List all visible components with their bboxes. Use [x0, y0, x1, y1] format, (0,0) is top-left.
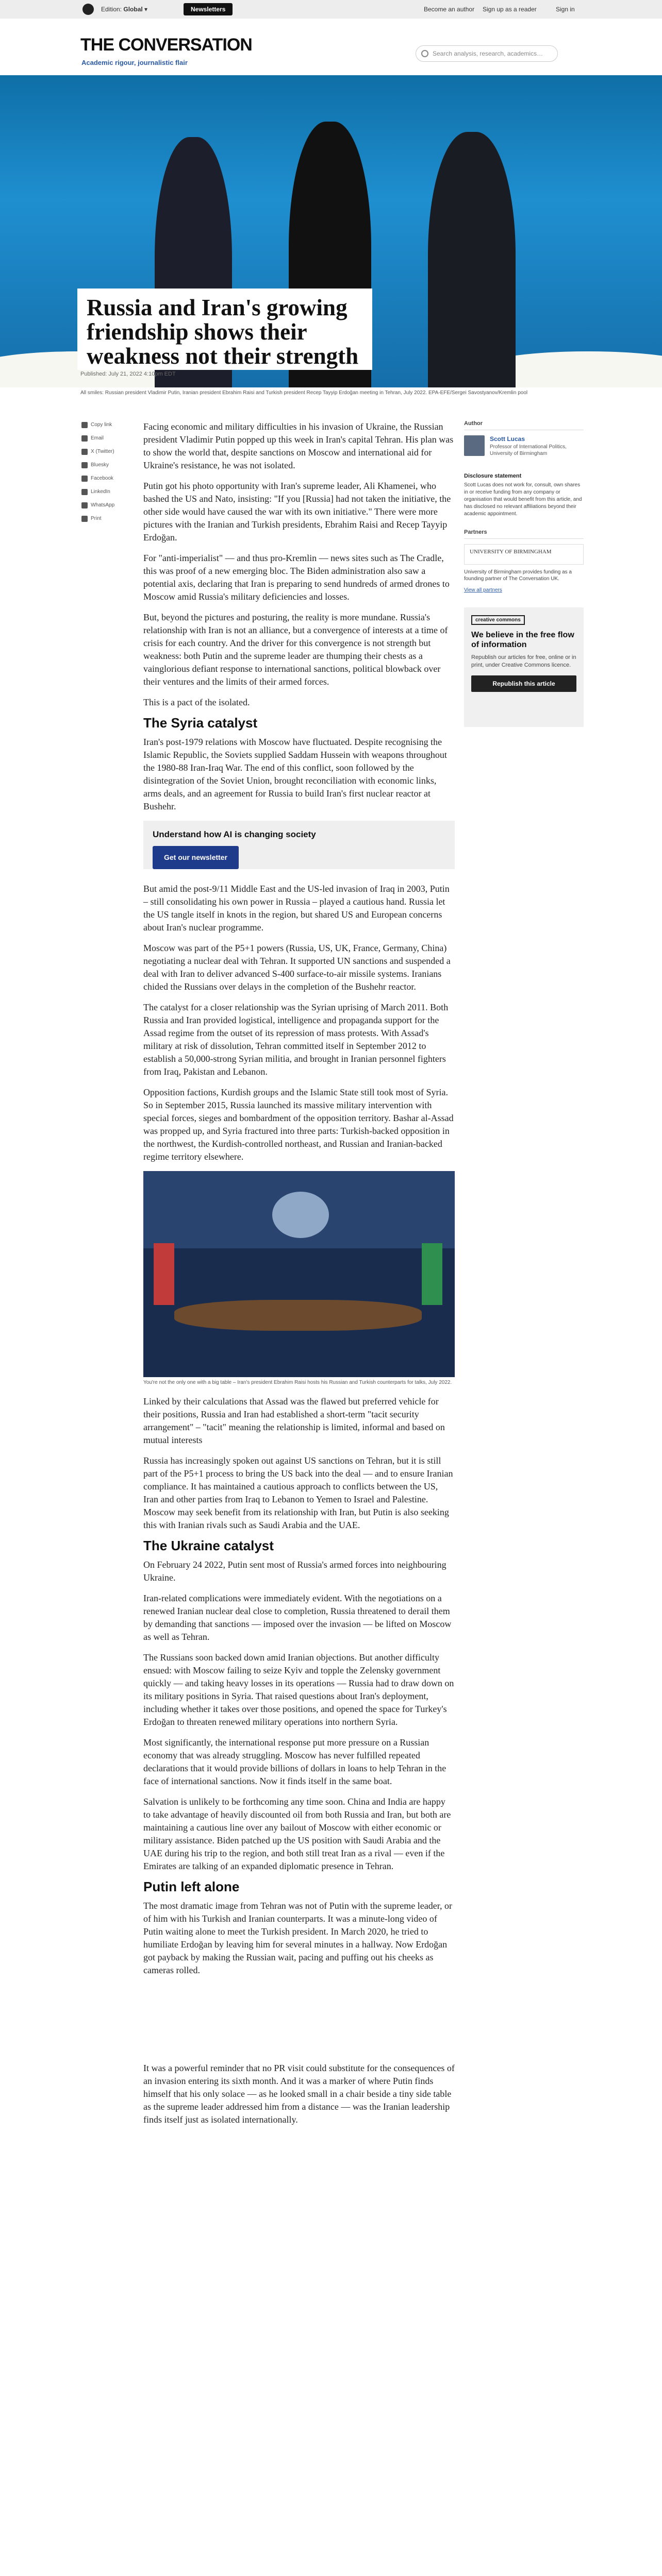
flag-shape	[154, 1243, 174, 1305]
share-bluesky[interactable]: Bluesky	[80, 461, 137, 474]
sign-in-link[interactable]: Sign in	[556, 6, 575, 13]
paragraph: Russia has increasingly spoken out against US sanctions on Tehran, but it is still part of the P5+1 process to bring the US back into the deal — and to ensure Iranian compliance. It has maintained a cautious approach to conflicts between the US, Iran and other parties from Iraq to Lebanon to Yemen to Israel and Palestine. Moscow may seek benefit from its relationship with Iran, but Putin is also seeking this with Iranian rivals such as Saudi Arabia and the UAE.	[143, 1455, 453, 1530]
embedded-video-space	[143, 1985, 455, 2062]
disclosure-title: Disclosure statement	[464, 473, 522, 479]
sidebar	[464, 420, 584, 727]
edition-label: Edition:	[101, 6, 122, 13]
section-heading: The Ukraine catalyst	[143, 1538, 274, 1553]
promo-title: Understand how AI is changing society	[153, 829, 316, 839]
hero-caption: All smiles: Russian president Vladimir Putin, Iranian president Ebrahim Raisi and Turkish president Recep Tayyip Erdoğan meeting in Tehran, July 2022. EPA-EFE/Sergei Savostyanov/Kremlin pool	[80, 390, 528, 396]
author-name[interactable]: Scott Lucas	[490, 435, 525, 443]
paragraph: But, beyond the pictures and posturing, the reality is more mundane. Russia's relationship with Iran is not an alliance, but a convergence of interests at a time of crisis for each country. And the driver for this convergence is not strength but weakness: both Putin and the supreme leader are thumping their chests as a vainglorious defiant response to international sanctions, political blowback over their ventures and the limits of their armed forces.	[143, 612, 448, 687]
share-email[interactable]: Email	[80, 434, 137, 447]
masthead	[0, 19, 662, 75]
site-tagline: Academic rigour, journalistic flair	[81, 59, 188, 66]
paragraph: Putin got his photo opportunity with Iran's supreme leader, Ali Khamenei, who bashed the US and Nato, insisting: "If you [Russia] had not taken the initiative, the other side would have caused the war with its own initiative." There were more pictures with the Iranian and Turkish presidents, Ebrahim Raisi and Recep Tayyip Erdoğan.	[143, 481, 451, 543]
image-caption: You're not the only one with a big table – Iran's president Ebrahim Raisi hosts his Russian and Turkish counterparts for talks, July 2022.	[143, 1380, 452, 1385]
paragraph: On February 24 2022, Putin sent most of Russia's armed forces into neighbouring Ukraine.	[143, 1560, 446, 1583]
article-title: Russia and Iran's growing friendship shows their weakness not their strength	[87, 295, 359, 369]
author-label: Author	[464, 420, 584, 430]
disclosure	[464, 472, 584, 518]
paragraph: The most dramatic image from Tehran was not of Putin with the supreme leader, or of him with his Turkish and Iranian counterparts. It was a minute-long video of Putin waiting alone to meet the Turkish president. In March 2020, he tried to humiliate Erdoğan by leaving him for several minutes in a hallway. Now Erdoğan got payback by making the Russian wait, pacing and puffing out his cheeks as cameras rolled.	[143, 1901, 453, 1975]
paragraph: Most significantly, the international response put more pressure on a Russian economy that was already struggling. Moscow has never fulfilled repeated declarations that it would provide billions of dollars in loans to help Tehran in the face of international sanctions. Now it finds itself in the same boat.	[143, 1737, 446, 1786]
paragraph: This is a pact of the isolated.	[143, 697, 250, 707]
paragraph: The catalyst for a closer relationship was the Syrian uprising of March 2011. Both Russia and Iran provided logistical, intelligence and propaganda support for the Assad regime from the outset of its repression of mass protests. With Assad's military at risk of dissolution, Tehran committed itself in September 2012 to establish a 50,000-strong Syrian militia, and brought in Iranian personnel fighters from Iraq, Pakistan and Lebanon.	[143, 1002, 449, 1077]
paragraph: Moscow was part of the P5+1 powers (Russia, US, UK, France, Germany, China) negotiating a nuclear deal with Tehran. It supported UN sanctions and suspended a deal with Iran to deliver advanced S-400 surface-to-air missile systems. Iranians chided the Russians over delays in the completion of the Bushehr reactor.	[143, 943, 451, 992]
paragraph: Linked by their calculations that Assad was the flawed but preferred vehicle for their positions, Russia and Iran had established a short-term "tacit security arrangement" – "tacit" meaning the relationship is limited, informal and based on mutual interests	[143, 1396, 445, 1445]
search-input[interactable]: Search analysis, research, academics…	[433, 50, 543, 57]
section-heading: The Syria catalyst	[143, 715, 258, 731]
share-bar	[80, 420, 137, 528]
author-title: Professor of International Politics, University of Birmingham	[490, 444, 567, 456]
creative-commons-icon: creative commons	[471, 615, 525, 625]
share-linkedin[interactable]: LinkedIn	[80, 487, 137, 501]
published-date: Published: July 21, 2022 4:10pm EDT	[80, 371, 176, 377]
republish-button[interactable]: Republish this article	[471, 675, 576, 692]
share-twitter[interactable]: X (Twitter)	[80, 447, 137, 461]
disclosure-text: Scott Lucas does not work for, consult, own shares in or receive funding from any company or organisation that would benefit from this article, and has disclosed no relevant affiliations beyond their academic appointment.	[464, 482, 582, 517]
republish-text: Republish our articles for free, online or in print, under Creative Commons licence.	[471, 654, 576, 668]
newsletter-promo	[143, 821, 455, 869]
paragraph: Salvation is unlikely to be forthcoming any time soon. China and India are happy to take advantage of heavily discounted oil from both Russia and Iran, but both are maintaining a cautious line over any bailout of Moscow with either economic or military assistance. Biden patched up the US position with Saudi Arabia and the UAE during his trip to the region, and both still treat Iran as a rival — even if the Emirates are talking of an expanded diplomatic presence in Tehran.	[143, 1797, 451, 1871]
promo-newsletter-button[interactable]: Get our newsletter	[153, 846, 239, 869]
republish-heading: We believe in the free flow of information	[471, 631, 574, 649]
become-author-link[interactable]: Become an author	[424, 6, 475, 13]
sign-up-link[interactable]: Sign up as a reader	[483, 6, 537, 13]
share-print[interactable]: Print	[80, 514, 137, 528]
paragraph: Iran-related complications were immediately evident. With the negotiations on a renewed Iranian nuclear deal close to completion, Russia threatened to derail them by demanding that sanctions — imposed over the invasion — be lifted on Moscow as well as Tehran.	[143, 1593, 452, 1642]
flag-shape	[422, 1243, 442, 1305]
menu-icon[interactable]	[82, 4, 94, 15]
partner-description: University of Birmingham provides funding as a founding partner of The Conversation UK.	[464, 569, 572, 582]
share-copy-link[interactable]: Copy link	[80, 420, 137, 434]
republish-box	[464, 607, 584, 727]
paragraph: It was a powerful reminder that no PR visit could substitute for the consequences of an invasion entering its sixth month. And it was a marker of where Putin finds himself that his only solace — as he looked small in a chair beside a tiny side table as the supreme leader addressed him from a distance — was the Iranian leadership finds itself just as isolated internationally.	[143, 2063, 455, 2125]
view-all-partners-link[interactable]: View all partners	[464, 587, 502, 593]
author-card[interactable]	[464, 435, 584, 465]
search-box[interactable]	[416, 45, 558, 62]
inline-image	[143, 1171, 455, 1377]
newsletters-button[interactable]: Newsletters	[184, 3, 233, 15]
share-whatsapp[interactable]: WhatsApp	[80, 501, 137, 514]
site-logo[interactable]: THE CONVERSATION	[80, 35, 252, 55]
partners-label: Partners	[464, 529, 584, 539]
search-icon	[421, 50, 428, 57]
paragraph: Facing economic and military difficulties in his invasion of Ukraine, the Russian president Vladimir Putin popped up this week in Iran's capital Tehran. His plan was to show the world that, despite sanctions on Moscow and international aid for Ukraine's resistance, he was not isolated.	[143, 421, 454, 470]
table-shape	[174, 1300, 422, 1331]
paragraph: Iran's post-1979 relations with Moscow have fluctuated. Despite recognising the Islamic Republic, the Soviets supplied Saddam Hussein with weapons throughout the 1980-88 Iran-Iraq War. The end of this conflict, soon followed by the disintegration of the Soviet Union, brought reconciliation with economic links, arms deals, and an agreement for Russia to build Iran's first nuclear reactor at Bushehr.	[143, 737, 447, 811]
paragraph: The Russians soon backed down amid Iranian objections. But another difficulty ensued: with Moscow failing to seize Kyiv and topple the Zelensky government quickly — and taking heavy losses in its operations — Russia had to draw down on its military positions in Syria. That raised questions about Iran's deployment, including whether it takes over those positions, and opened the space for Turkey's Erdoğan to threaten renewed military operations into northern Syria.	[143, 1652, 454, 1727]
share-facebook[interactable]: Facebook	[80, 474, 137, 487]
figure-erdogan	[428, 132, 516, 387]
emblem-shape	[272, 1192, 329, 1238]
top-bar	[0, 0, 662, 19]
article-body	[143, 420, 455, 2134]
paragraph: For "anti-imperialist" — and thus pro-Kremlin — news sites such as The Cradle, this was proof of a new emerging bloc. The Biden administration also saw a potential axis, declaring that Iran is preparing to send hundreds of armed drones to Moscow amid Russia's military deficiencies and losses.	[143, 553, 450, 602]
partner-logo[interactable]: UNIVERSITY OF BIRMINGHAM	[464, 544, 584, 565]
author-avatar[interactable]	[464, 435, 485, 456]
headline-box	[77, 289, 372, 370]
edition-region[interactable]: Global	[123, 6, 143, 13]
paragraph: But amid the post-9/11 Middle East and the US-led invasion of Iraq in 2003, Putin – still consolidating his own power in Russia – played a cautious hand. Russia let the US tangle itself in knots in the region, but shared US and European concerns about Iran's nuclear programme.	[143, 884, 450, 933]
section-heading: Putin left alone	[143, 1879, 240, 1894]
paragraph: Opposition factions, Kurdish groups and the Islamic State still took most of Syria. So in September 2015, Russia launched its massive military intervention with special forces, sieges and bombardment of the opposition territory. Bashar al-Assad was propped up, and Syria fractured into three parts: Turkish-backed opposition in the northwest, the Kurdish-controlled northeast, and Russian and Iranian-backed regime territory elsewhere.	[143, 1087, 454, 1162]
edition-selector[interactable]: Edition: Global ▾	[101, 6, 148, 13]
